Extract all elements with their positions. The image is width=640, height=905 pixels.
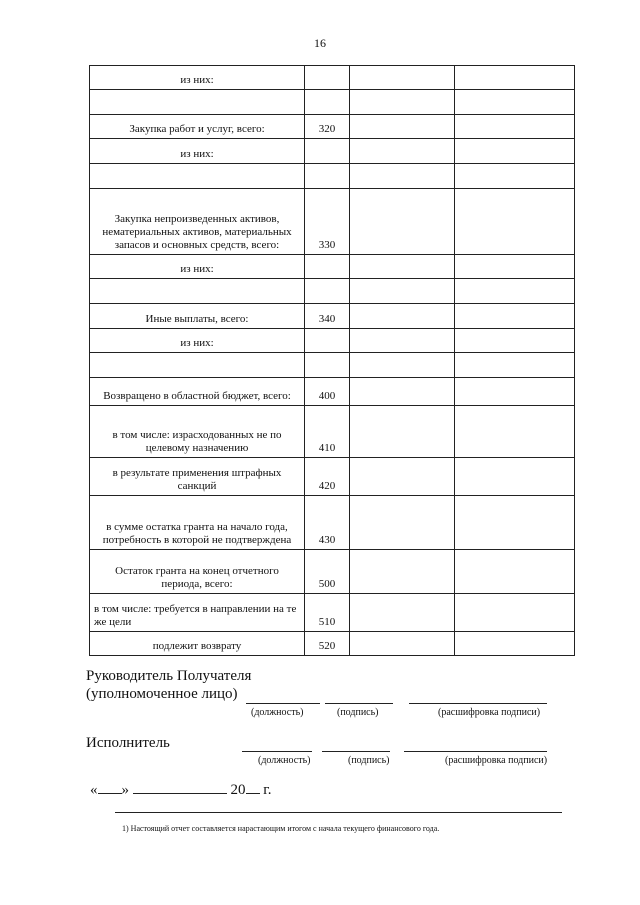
- row-label: в том числе: требуется в направлении на те же цели: [90, 594, 305, 632]
- year-prefix: 20: [230, 782, 246, 798]
- row-label: Возвращено в областной бюджет, всего:: [90, 378, 305, 406]
- row-code: [305, 329, 350, 353]
- table-row: [90, 164, 575, 189]
- row-label: Закупка работ и услуг, всего:: [90, 115, 305, 139]
- row-code: [305, 66, 350, 90]
- row-code: [305, 255, 350, 279]
- head-signature-caption: (подпись): [337, 707, 379, 718]
- head-title-line1: Руководитель Получателя: [86, 668, 252, 684]
- row-label: из них:: [90, 66, 305, 90]
- table-row: [90, 279, 575, 304]
- row-label: в сумме остатка гранта на начало года, потребность в которой не подтверждена: [90, 496, 305, 550]
- executor-signature-caption: (подпись): [348, 755, 390, 766]
- row-code: 420: [305, 458, 350, 496]
- row-code: [305, 90, 350, 115]
- year-suffix: г.: [263, 782, 272, 798]
- table-row: [90, 66, 575, 90]
- row-label: [90, 90, 305, 115]
- head-position-line: [246, 703, 320, 704]
- day-blank: [98, 793, 122, 794]
- footnote-rule: [115, 812, 562, 813]
- row-label: [90, 279, 305, 304]
- table-row: [90, 353, 575, 378]
- table-row: [90, 90, 575, 115]
- row-code: 330: [305, 189, 350, 255]
- row-label: из них:: [90, 255, 305, 279]
- year-blank: [246, 793, 260, 794]
- row-code: 500: [305, 550, 350, 594]
- executor-decoding-caption: (расшифровка подписи): [445, 755, 548, 766]
- head-position-caption: (должность): [251, 707, 304, 718]
- table-row: [90, 139, 575, 164]
- row-code: 400: [305, 378, 350, 406]
- executor-position-line: [242, 751, 312, 752]
- table-row: [90, 189, 575, 255]
- row-label: в результате применения штрафных санкций: [90, 458, 305, 496]
- row-label: [90, 164, 305, 189]
- row-code: 340: [305, 304, 350, 329]
- head-title-line2: (уполномоченное лицо): [86, 686, 238, 702]
- table-row: [90, 496, 575, 550]
- table-row: [90, 304, 575, 329]
- footnote: 1) Настоящий отчет составляется нарастающим итогом с начала текущего финансового года.: [122, 824, 440, 833]
- head-decoding-line: [409, 703, 547, 704]
- table-row: [90, 458, 575, 496]
- date-line: [90, 782, 271, 799]
- row-label: подлежит возврату: [90, 632, 305, 656]
- row-label: Закупка непроизведенных активов, нематериальных активов, материальных запасов и основных средств, всего:: [90, 189, 305, 255]
- row-code: 520: [305, 632, 350, 656]
- table-row: [90, 550, 575, 594]
- report-table: [89, 65, 575, 656]
- table-row: [90, 594, 575, 632]
- row-label: [90, 353, 305, 378]
- table-row: [90, 255, 575, 279]
- month-blank: [133, 793, 227, 794]
- executor-title: Исполнитель: [86, 735, 170, 751]
- row-code: 410: [305, 406, 350, 458]
- row-code: [305, 139, 350, 164]
- page-number: 16: [314, 36, 326, 50]
- head-signature-line: [325, 703, 393, 704]
- executor-signature-line: [322, 751, 390, 752]
- row-label: из них:: [90, 329, 305, 353]
- row-label: Иные выплаты, всего:: [90, 304, 305, 329]
- row-code: 430: [305, 496, 350, 550]
- row-code: [305, 353, 350, 378]
- date-close-quote: »: [121, 782, 129, 798]
- table-row: [90, 632, 575, 656]
- row-label: из них:: [90, 139, 305, 164]
- row-label: в том числе: израсходованных не по целевому назначению: [90, 406, 305, 458]
- executor-decoding-line: [404, 751, 547, 752]
- row-label: Остаток гранта на конец отчетного периода, всего:: [90, 550, 305, 594]
- table-row: [90, 406, 575, 458]
- row-code: 320: [305, 115, 350, 139]
- table-row: [90, 115, 575, 139]
- date-open-quote: «: [90, 782, 98, 798]
- row-code: [305, 164, 350, 189]
- head-decoding-caption: (расшифровка подписи): [438, 707, 541, 718]
- table-row: [90, 329, 575, 353]
- executor-position-caption: (должность): [258, 755, 311, 766]
- row-code: [305, 279, 350, 304]
- row-code: 510: [305, 594, 350, 632]
- table-row: [90, 378, 575, 406]
